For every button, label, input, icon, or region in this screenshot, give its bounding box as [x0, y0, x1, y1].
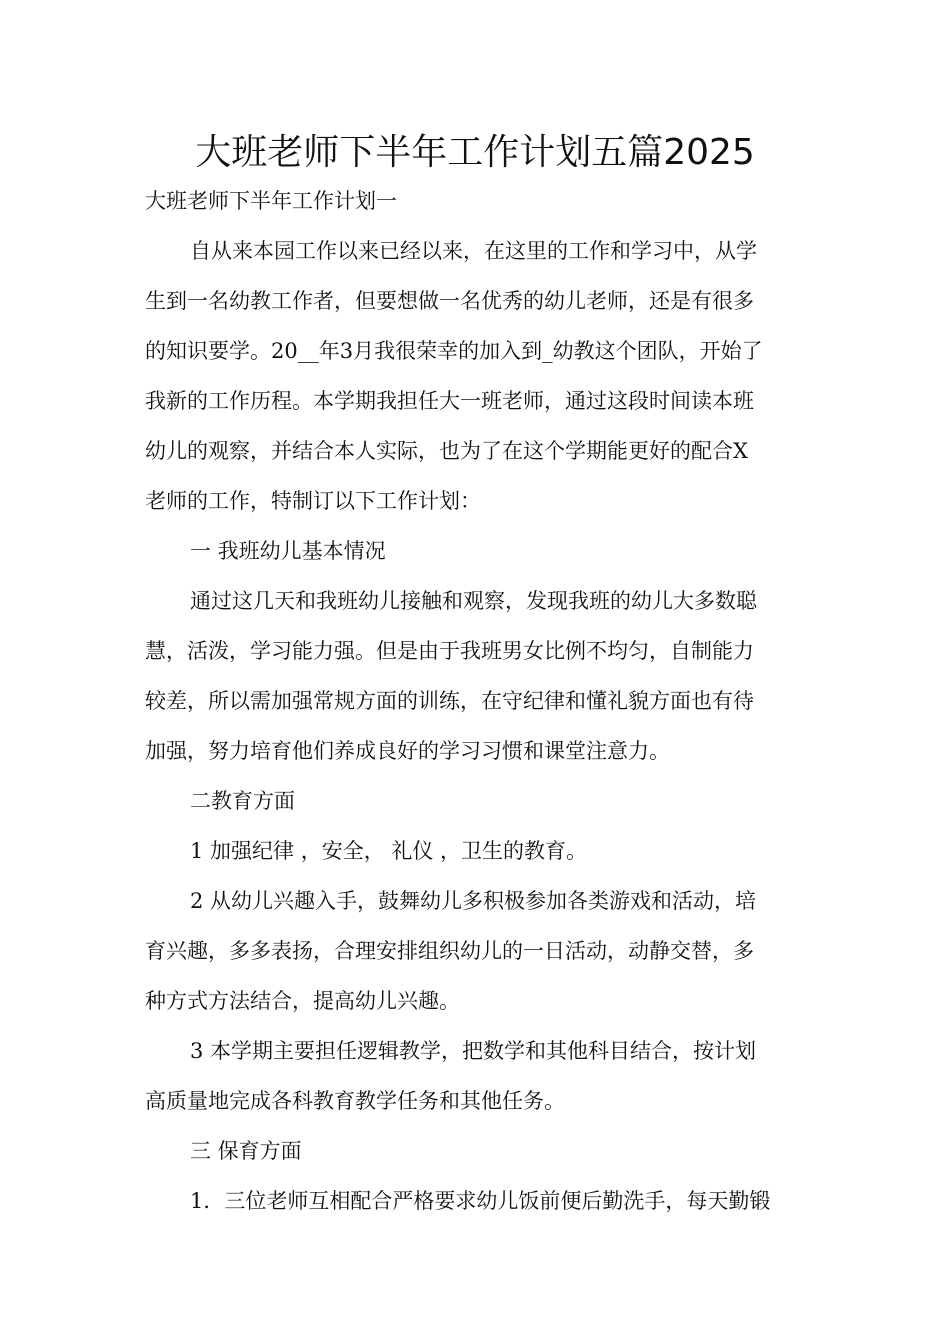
paragraph-line: 较差，所以需加强常规方面的训练，在守纪律和懂礼貌方面也有待 [145, 689, 754, 713]
paragraph-line: 生到一名幼教工作者，但要想做一名优秀的幼儿老师，还是有很多 [145, 289, 754, 313]
paragraph-line: 高质量地完成各科教育教学任务和其他任务。 [145, 1089, 565, 1113]
paragraph-line: 育兴趣，多多表扬，合理安排组织幼儿的一日活动，动静交替，多 [145, 939, 754, 963]
list-item: 2 从幼儿兴趣入手，鼓舞幼儿多积极参加各类游戏和活动，培 [190, 889, 757, 913]
section-heading-basic-situation: 一 我班幼儿基本情况 [190, 539, 386, 563]
list-item: 3 本学期主要担任逻辑教学，把数学和其他科目结合，按计划 [190, 1039, 757, 1063]
document-title: 大班老师下半年工作计划五篇2025 [195, 132, 755, 173]
subtitle-plan-one: 大班老师下半年工作计划一 [145, 189, 397, 213]
paragraph-line: 种方式方法结合，提高幼儿兴趣。 [145, 989, 460, 1013]
section-heading-education: 二教育方面 [190, 789, 295, 813]
list-item: 1．三位老师互相配合严格要求幼儿饭前便后勤洗手，每天勤锻 [190, 1189, 771, 1213]
paragraph-line: 我新的工作历程。本学期我担任大一班老师，通过这段时间读本班 [145, 389, 754, 413]
paragraph-line: 老师的工作，特制订以下工作计划： [145, 489, 481, 513]
paragraph-line: 的知识要学。20__年3月我很荣幸的加入到_幼教这个团队，开始了 [145, 339, 763, 363]
paragraph-line: 自从来本园工作以来已经以来，在这里的工作和学习中，从学 [190, 239, 757, 263]
paragraph-line: 幼儿的观察，并结合本人实际，也为了在这个学期能更好的配合X [145, 439, 748, 463]
paragraph-line: 慧，活泼，学习能力强。但是由于我班男女比例不均匀，自制能力 [145, 639, 754, 663]
paragraph-line: 加强，努力培育他们养成良好的学习习惯和课堂注意力。 [145, 739, 670, 763]
paragraph-line: 通过这几天和我班幼儿接触和观察，发现我班的幼儿大多数聪 [190, 589, 757, 613]
list-item: 1 加强纪律 ，安全， 礼仪 ，卫生的教育。 [190, 839, 588, 863]
section-heading-care: 三 保育方面 [190, 1139, 302, 1163]
